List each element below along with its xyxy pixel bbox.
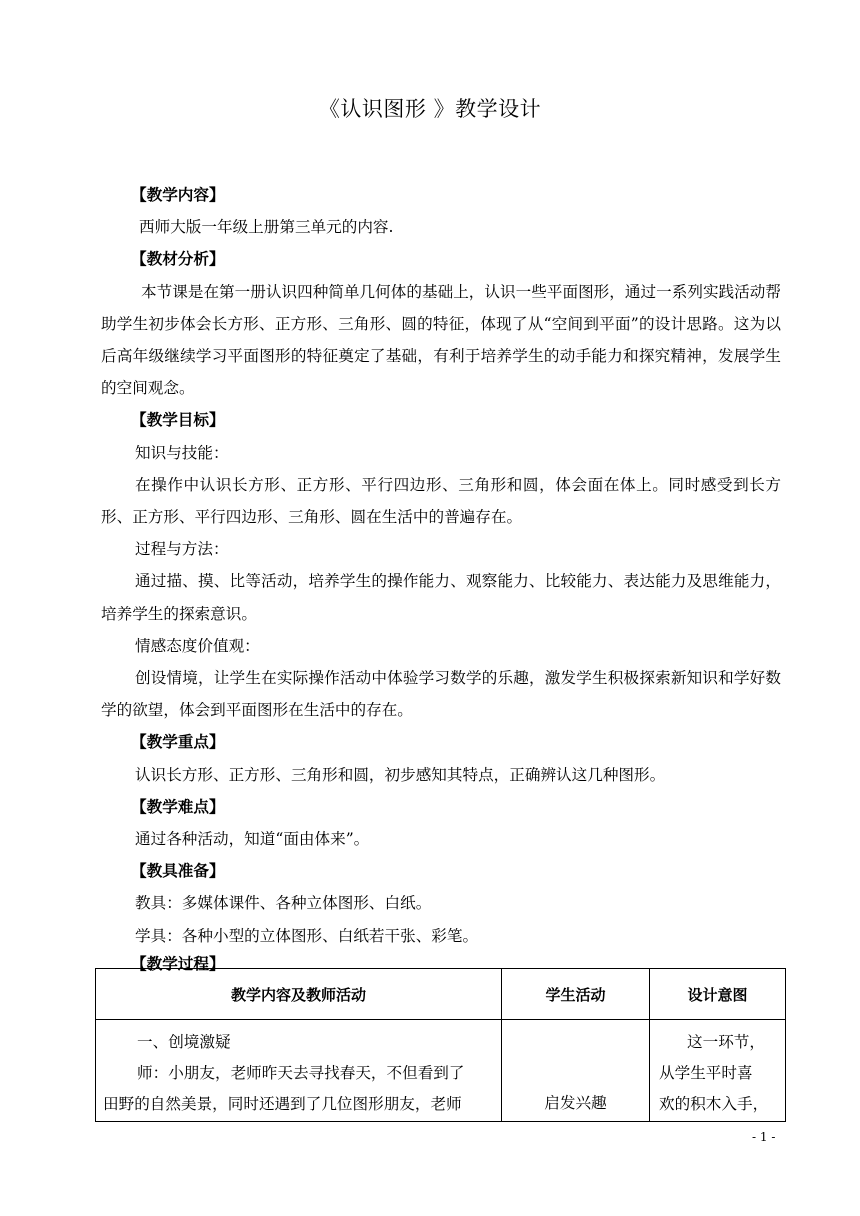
- teacher-activity-cell: [96, 1020, 502, 1122]
- section-heading-content: 【教学内容】: [131, 186, 225, 204]
- page-number: - 1 -: [752, 1130, 776, 1144]
- section-heading-key: 【教学重点】: [131, 733, 225, 752]
- goal-process-text: 通过描、摸、比等活动，培养学生的操作能力、观察能力、比较能力、表达能力及思维能力，培养学生的探索意识。: [101, 572, 781, 623]
- section-heading-tools: 【教具准备】: [131, 862, 225, 881]
- table-header-row: [96, 969, 786, 1020]
- student-activity-cell: 启发兴趣: [502, 1020, 650, 1122]
- tools-student: 学具：各种小型的立体图形、白纸若干张、彩笔。: [135, 926, 479, 945]
- design-intent-cell: [650, 1020, 786, 1122]
- cell-line: 一、创境激疑: [137, 1033, 231, 1051]
- cell-line: 从学生平时喜: [659, 1064, 753, 1082]
- difficulty-text: 通过各种活动，知道“面由体来”。: [135, 830, 370, 849]
- cell-line: 师：小朋友，老师昨天去寻找春天，不但看到了: [137, 1064, 465, 1082]
- goal-process-label: 过程与方法：: [135, 540, 229, 559]
- key-text: 认识长方形、正方形、三角形和圆，初步感知其特点，正确辨认这几种图形。: [135, 765, 666, 784]
- section-heading-process: 【教学过程】: [131, 954, 225, 973]
- table-row: [96, 1020, 786, 1122]
- goal-knowledge-label: 知识与技能：: [135, 443, 229, 462]
- header-teacher-activity: 教学内容及教师活动: [96, 969, 502, 1020]
- section-heading-difficulty: 【教学难点】: [131, 797, 225, 816]
- tools-teacher: 教具：多媒体课件、各种立体图形、白纸。: [135, 894, 432, 913]
- section-heading-goals: 【教学目标】: [131, 411, 225, 430]
- header-student-activity: 学生活动: [502, 969, 650, 1020]
- section-heading-analysis: 【教材分析】: [131, 250, 225, 269]
- cell-line: 欢的积木入手，: [659, 1095, 769, 1113]
- document-body: [101, 179, 781, 976]
- content-text: 西师大版一年级上册第三单元的内容.: [139, 218, 394, 237]
- goal-knowledge-text: 在操作中认识长方形、正方形、平行四边形、三角形和圆，体会面在体上。同时感受到长方形、正方形、平行四边形、三角形、圆在生活中的普遍存在。: [101, 475, 781, 527]
- analysis-text: 本节课是在第一册认识四种简单几何体的基础上，认识一些平面图形，通过一系列实践活动帮助学生初步体会长方形、正方形、三角形、圆的特征，体现了从“空间到平面”的设计思路。这为以后高年级继续学习平面图形的特征奠定了基础，有利于培养学生的动手能力和探究精神，发展学生的空间观念。: [101, 282, 781, 398]
- header-design-intent: 设计意图: [650, 969, 786, 1020]
- cell-line: 田野的自然美景，同时还遇到了几位图形朋友，老师: [103, 1095, 462, 1113]
- goal-emotion-text: 创设情境，让学生在实际操作活动中体验学习数学的乐趣，激发学生积极探索新知识和学好数学的欲望，体会到平面图形在生活中的存在。: [101, 669, 781, 720]
- goal-emotion-label: 情感态度价值观：: [135, 636, 260, 655]
- cell-line: 这一环节，: [687, 1033, 765, 1051]
- teaching-process-table: [95, 968, 786, 1122]
- document-title: 《认识图形 》教学设计: [318, 97, 542, 121]
